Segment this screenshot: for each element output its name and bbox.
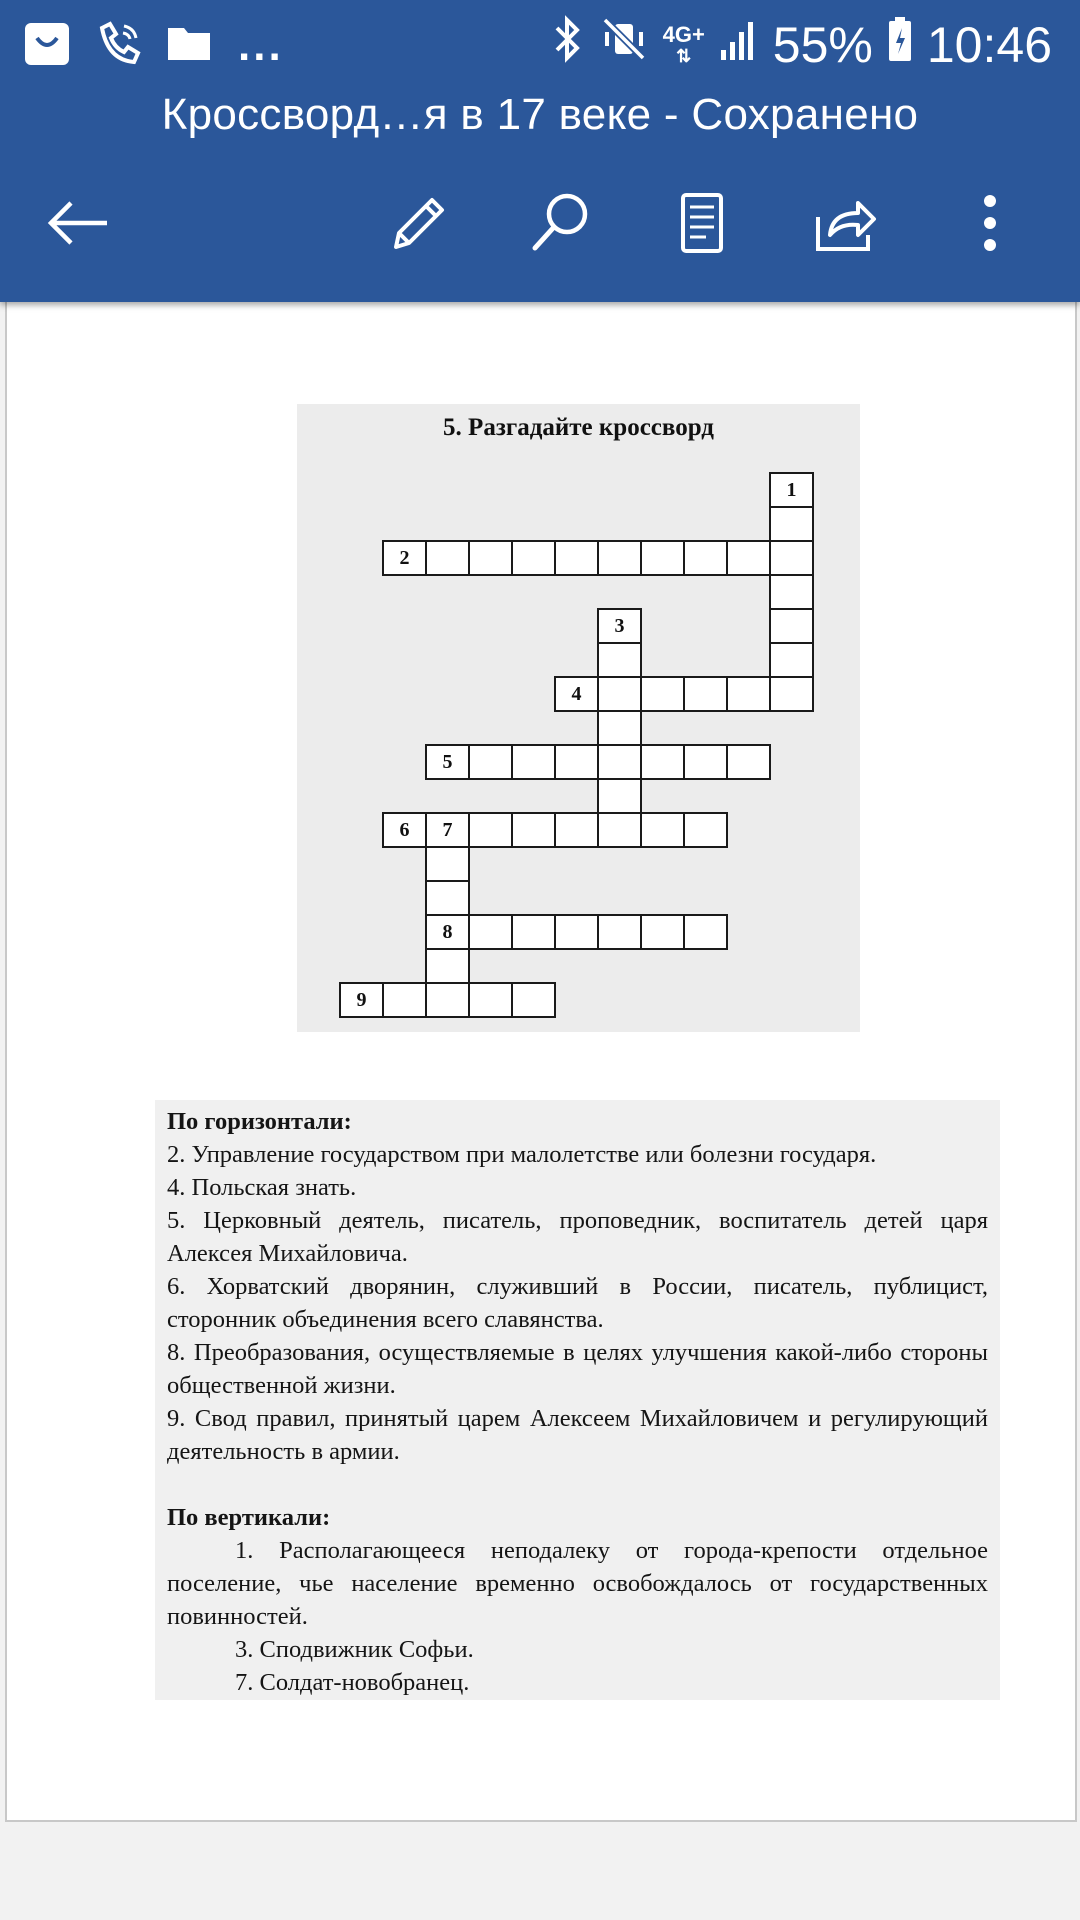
vertical-heading: По вертикали: [167, 1504, 331, 1531]
crossword-cell [597, 744, 642, 780]
crossword-cell [511, 914, 556, 950]
crossword-cell [726, 744, 771, 780]
crossword-number-cell: 4 [554, 676, 599, 712]
crossword-number-cell: 7 [425, 812, 470, 848]
clues-section [155, 1100, 1000, 1700]
crossword-cell [640, 744, 685, 780]
pencil-icon [386, 191, 450, 260]
crossword-cell [425, 540, 470, 576]
clue-horizontal-8: 8. Преобразования, осуществляемые в целях улучшения какой-либо стороны общественной жизни. [167, 1339, 988, 1399]
vibrate-mute-icon [599, 14, 649, 76]
share-icon [812, 191, 880, 260]
clue-horizontal-5: 5. Церковный деятель, писатель, проповедник, воспитатель детей царя Алексея Михайловича. [167, 1207, 988, 1267]
crossword-cell [597, 642, 642, 678]
share-button[interactable] [806, 190, 886, 260]
shopping-bag-icon [22, 18, 72, 73]
crossword-cell [511, 540, 556, 576]
crossword-cell [640, 676, 685, 712]
battery-icon [887, 16, 913, 74]
crossword-cell [769, 540, 814, 576]
crossword-cell [554, 744, 599, 780]
network-type: 4G+ ⇅ [662, 21, 705, 66]
edit-button[interactable] [378, 190, 458, 260]
horizontal-heading: По горизонтали: [167, 1108, 352, 1135]
signal-icon [719, 16, 759, 74]
crossword-cell [640, 812, 685, 848]
crossword-cell [726, 540, 771, 576]
crossword-cell [597, 676, 642, 712]
more-notifications: ... [238, 20, 284, 70]
reading-view-button[interactable] [662, 190, 742, 260]
crossword-cell [769, 676, 814, 712]
bluetooth-icon [551, 14, 585, 76]
crossword-cell [597, 540, 642, 576]
crossword-cell [468, 914, 513, 950]
back-arrow-icon [45, 198, 111, 253]
crossword-cell [683, 744, 728, 780]
crossword-cell [425, 846, 470, 882]
crossword-cell [425, 948, 470, 984]
crossword-cell [726, 676, 771, 712]
clue-horizontal-2: 2. Управление государством при малолетстве или болезни государя. [167, 1141, 877, 1168]
more-options-button[interactable] [950, 190, 1030, 260]
clue-vertical-3: 3. Сподвижник Софьи. [235, 1636, 474, 1663]
crossword-number-cell: 1 [769, 472, 814, 508]
wifi-calling-icon [94, 18, 144, 73]
status-bar [0, 0, 1080, 88]
document-title: Кроссворд…я в 17 веке - Сохранено [161, 90, 919, 139]
crossword-cell [597, 914, 642, 950]
crossword-cell [382, 982, 427, 1018]
clue-vertical-1: 1. Располагающееся неподалеку от города-крепости отдельное поселение, чье население временно освобождалось от государственных повинностей. [167, 1537, 988, 1630]
crossword-cell [468, 540, 513, 576]
app-bar [0, 0, 1080, 302]
crossword-cell [425, 880, 470, 916]
crossword-cell [511, 982, 556, 1018]
folder-icon [166, 22, 212, 69]
crossword-cell [554, 540, 599, 576]
crossword-image [297, 404, 860, 1032]
spacer [167, 1468, 988, 1501]
crossword-cell [683, 540, 728, 576]
search-button[interactable] [520, 190, 600, 260]
clock: 10:46 [926, 17, 1052, 73]
crossword-cell [683, 676, 728, 712]
crossword-number-cell: 9 [339, 982, 384, 1018]
back-button[interactable] [38, 190, 118, 260]
crossword-number-cell: 8 [425, 914, 470, 950]
crossword-number-cell: 6 [382, 812, 427, 848]
clue-horizontal-4: 4. Польская знать. [167, 1174, 357, 1201]
crossword-cell [597, 710, 642, 746]
crossword-cell [597, 812, 642, 848]
crossword-number-cell: 3 [597, 608, 642, 644]
clue-horizontal-9: 9. Свод правил, принятый царем Алексеем Михайловичем и регулирующий деятельность в армии. [167, 1405, 988, 1465]
toolbar [0, 190, 1080, 260]
crossword-title: 5. Разгадайте кроссворд [443, 414, 714, 441]
crossword-cell [425, 982, 470, 1018]
reading-view-icon [678, 191, 726, 260]
crossword-cell [554, 914, 599, 950]
clue-horizontal-6: 6. Хорватский дворянин, служивший в России, писатель, публицист, сторонник объединения всего славянства. [167, 1273, 988, 1333]
crossword-cell [683, 812, 728, 848]
crossword-cell [511, 744, 556, 780]
crossword-cell [597, 778, 642, 814]
crossword-cell [769, 506, 814, 542]
battery-percent: 55% [772, 17, 873, 73]
search-icon [527, 190, 593, 261]
crossword-cell [554, 812, 599, 848]
crossword-cell [468, 744, 513, 780]
crossword-cell [640, 914, 685, 950]
crossword-cell [683, 914, 728, 950]
crossword-cell [769, 574, 814, 610]
clue-vertical-7: 7. Солдат-новобранец. [235, 1669, 470, 1696]
crossword-cell [640, 540, 685, 576]
crossword-cell [511, 812, 556, 848]
crossword-cell [468, 812, 513, 848]
crossword-number-cell: 2 [382, 540, 427, 576]
crossword-cell [468, 982, 513, 1018]
crossword-cell [769, 608, 814, 644]
more-vert-icon [980, 193, 1000, 258]
crossword-cell [769, 642, 814, 678]
crossword-number-cell: 5 [425, 744, 470, 780]
